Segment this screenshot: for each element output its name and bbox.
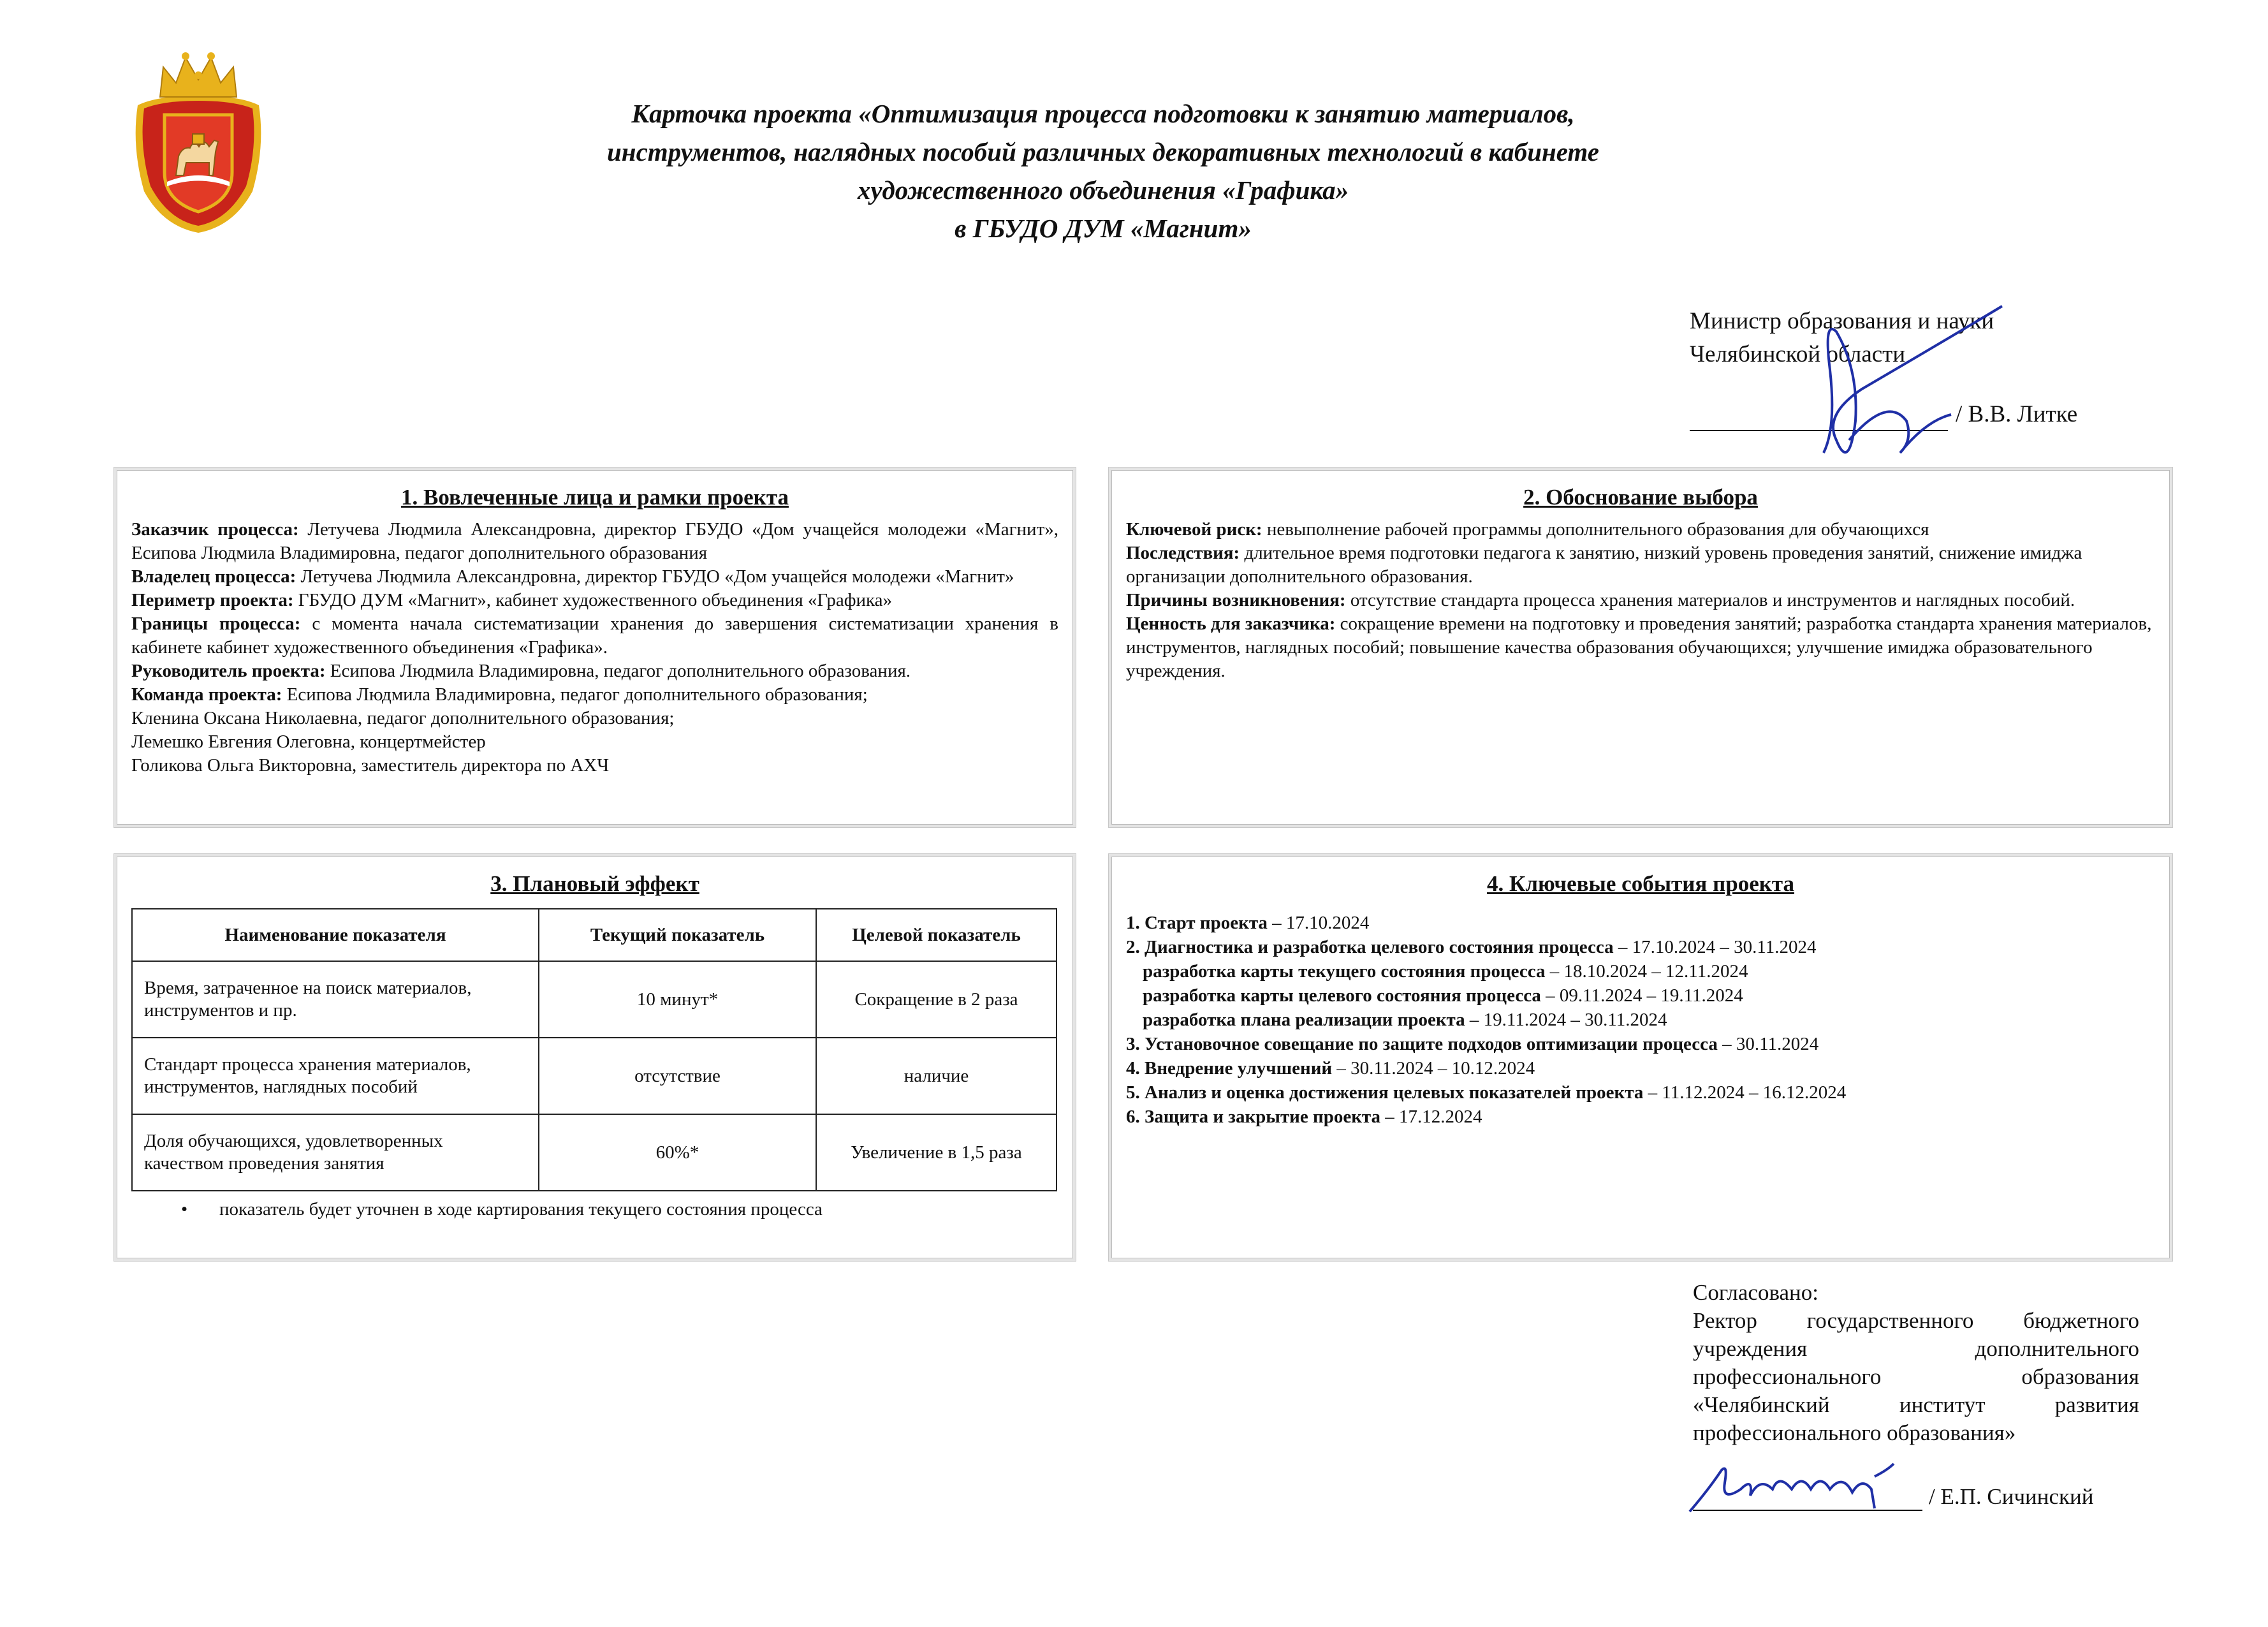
- indicator-name: Время, затраченное на поиск материалов, инструментов и пр.: [132, 961, 539, 1038]
- signature-underline: [1690, 407, 1948, 431]
- signature-underline: [1693, 1487, 1922, 1511]
- column-header: Целевой показатель: [816, 909, 1057, 961]
- section-key-events: [1111, 857, 2170, 1258]
- item-label: Руководитель проекта:: [131, 661, 326, 681]
- item-text: Летучева Людмила Александровна, директор ГБУДО «Дом учащейся молодежи «Магнит», Есипова Людмила Владимировна, педагог дополнительного образования: [131, 519, 1059, 563]
- approval-signature-line: [1690, 398, 2174, 431]
- justification-item: [1126, 589, 2155, 612]
- event-date: – 17.10.2024 – 30.11.2024: [1613, 937, 1817, 957]
- title-line-3: художественного объединения «Графика»: [857, 175, 1349, 205]
- event-name: 6. Защита и закрытие проекта: [1126, 1107, 1381, 1127]
- section-1-body: [117, 512, 1072, 777]
- item-text: длительное время подготовки педагога к занятию, низкий уровень проведения занятий, снижение имиджа организации дополнительного образования.: [1126, 543, 2082, 587]
- justification-item: [1126, 541, 2155, 589]
- event-name: 2. Диагностика и разработка целевого состояния процесса: [1126, 937, 1614, 957]
- column-header: Текущий показатель: [539, 909, 816, 961]
- event-name: 3. Установочное совещание по защите подходов оптимизации процесса: [1126, 1034, 1718, 1054]
- table-header-row: [132, 909, 1057, 961]
- section-planned-effect: [117, 857, 1073, 1258]
- event-date: – 30.11.2024: [1717, 1034, 1819, 1054]
- item-text: ГБУДО ДУМ «Магнит», кабинет художественного объединения «Графика»: [293, 590, 893, 610]
- approval-signer: / В.В. Литке: [1956, 401, 2078, 427]
- item-text: невыполнение рабочей программы дополнительного образования для обучающихся: [1262, 519, 1929, 540]
- event-name: разработка карты текущего состояния процесса: [1143, 961, 1546, 982]
- section-justification: [1111, 470, 2170, 825]
- indicator-name: Стандарт процесса хранения материалов, инструментов, наглядных пособий: [132, 1038, 539, 1114]
- table-row: [132, 1114, 1057, 1191]
- event-date: – 11.12.2024 – 16.12.2024: [1643, 1082, 1847, 1103]
- event-date: – 19.11.2024 – 30.11.2024: [1465, 1010, 1667, 1030]
- event-item: [1126, 1056, 2155, 1080]
- stakeholder-item: [131, 589, 1058, 612]
- event-name: 5. Анализ и оценка достижения целевых показателей проекта: [1126, 1082, 1644, 1103]
- title-line-4: в ГБУДО ДУМ «Магнит»: [955, 214, 1252, 243]
- section-2-title: 2. Обоснование выбора: [1523, 485, 1758, 510]
- team-member: Лемешко Евгения Олеговна, концертмейстер: [131, 732, 486, 752]
- item-label: Ценность для заказчика:: [1126, 614, 1336, 634]
- item-label: Команда проекта:: [131, 684, 282, 705]
- item-label: Периметр проекта:: [131, 590, 294, 610]
- event-date: – 30.11.2024 – 10.12.2024: [1332, 1058, 1535, 1079]
- item-text: отсутствие стандарта процесса хранения материалов и инструментов и наглядных пособий.: [1345, 590, 2075, 610]
- event-name: 1. Старт проекта: [1126, 913, 1268, 933]
- event-item: [1126, 1032, 2155, 1056]
- item-label: Заказчик процесса:: [131, 519, 299, 540]
- title-line-1: Карточка проекта «Оптимизация процесса подготовки к занятию материалов,: [631, 99, 1575, 128]
- current-value: 10 минут*: [539, 961, 816, 1038]
- item-label: Причины возникновения:: [1126, 590, 1346, 610]
- current-value: отсутствие: [539, 1038, 816, 1114]
- event-item: [1126, 1105, 2155, 1129]
- event-subitem: [1126, 983, 2155, 1008]
- item-text: Есипова Людмила Владимировна, педагог дополнительного образования;: [282, 684, 868, 705]
- event-name: 4. Внедрение улучшений: [1126, 1058, 1333, 1079]
- stakeholder-item: [131, 683, 1058, 707]
- approval-region: Челябинской области: [1690, 341, 1906, 367]
- section-2-body: [1112, 512, 2169, 683]
- justification-item: [1126, 518, 2155, 541]
- event-item: [1126, 911, 2155, 935]
- effect-table: [131, 908, 1057, 1191]
- document-title: [497, 94, 1709, 247]
- event-date: – 09.11.2024 – 19.11.2024: [1540, 985, 1743, 1006]
- team-member: Кленина Оксана Николаевна, педагог дополнительного образования;: [131, 708, 675, 728]
- agreement-heading: Согласовано:: [1693, 1280, 1819, 1305]
- event-subitem: [1126, 959, 2155, 983]
- agreement-signature-line: [1693, 1483, 2139, 1511]
- section-1-title: 1. Вовлеченные лица и рамки проекта: [401, 485, 789, 510]
- stakeholder-item: [131, 518, 1058, 565]
- agreement-text: Ректор государственного бюджетного учреждения дополнительного профессионального образования «Челябинский институт развития профессионального образования»: [1693, 1308, 2139, 1445]
- event-date: – 17.10.2024: [1267, 913, 1370, 933]
- footnote-text: показатель будет уточнен в ходе картирования текущего состояния процесса: [219, 1199, 823, 1219]
- approval-position: Министр образования и науки: [1690, 308, 1994, 334]
- team-member: Голикова Ольга Викторовна, заместитель директора по АХЧ: [131, 755, 610, 776]
- event-item: [1126, 1080, 2155, 1105]
- item-label: Последствия:: [1126, 543, 1240, 563]
- item-label: Ключевой риск:: [1126, 519, 1262, 540]
- item-text: сокращение времени на подготовку и проведения занятий; разработка стандарта хранения материалов, инструментов, наглядных пособий; повышение качества образования обучающихся; улучшение имиджа образовательного учреждения.: [1126, 614, 2152, 681]
- coat-of-arms-emblem: [125, 45, 272, 236]
- agreement-signer: / Е.П. Сичинский: [1929, 1484, 2094, 1509]
- stakeholder-item: [131, 565, 1058, 589]
- stakeholder-item: [131, 612, 1058, 659]
- stakeholder-item: [131, 659, 1058, 683]
- item-text: Летучева Людмила Александровна, директор ГБУДО «Дом учащейся молодежи «Магнит»: [296, 566, 1014, 587]
- item-text: Есипова Людмила Владимировна, педагог дополнительного образования.: [325, 661, 911, 681]
- item-label: Владелец процесса:: [131, 566, 296, 587]
- justification-item: [1126, 612, 2155, 683]
- section-stakeholders: [117, 470, 1073, 825]
- event-date: – 18.10.2024 – 12.11.2024: [1545, 961, 1748, 982]
- title-line-2: инструментов, наглядных пособий различных декоративных технологий в кабинете: [607, 137, 1599, 166]
- agreement-block: [1693, 1279, 2139, 1511]
- target-value: наличие: [816, 1038, 1057, 1114]
- target-value: Увеличение в 1,5 раза: [816, 1114, 1057, 1191]
- current-value: 60%*: [539, 1114, 816, 1191]
- section-3-title: 3. Плановый эффект: [490, 871, 699, 896]
- event-subitem: [1126, 1008, 2155, 1032]
- column-header: Наименование показателя: [132, 909, 539, 961]
- section-4-title: 4. Ключевые события проекта: [1486, 871, 1795, 896]
- events-list: [1112, 898, 2169, 1129]
- table-row: [132, 1038, 1057, 1114]
- approval-block: [1690, 305, 2174, 431]
- item-text: с момента начала систематизации хранения до завершения систематизации хранения в кабинете кабинет художественного объединения «Графика».: [131, 614, 1058, 658]
- event-date: – 17.12.2024: [1380, 1107, 1482, 1127]
- event-name: разработка карты целевого состояния процесса: [1143, 985, 1541, 1006]
- bullet-icon: •: [181, 1199, 188, 1219]
- event-item: [1126, 935, 2155, 959]
- item-label: Границы процесса:: [131, 614, 301, 634]
- indicator-name: Доля обучающихся, удовлетворенных качеством проведения занятия: [132, 1114, 539, 1191]
- table-footnote: [181, 1198, 1072, 1221]
- table-row: [132, 961, 1057, 1038]
- target-value: Сокращение в 2 раза: [816, 961, 1057, 1038]
- event-name: разработка плана реализации проекта: [1143, 1010, 1465, 1030]
